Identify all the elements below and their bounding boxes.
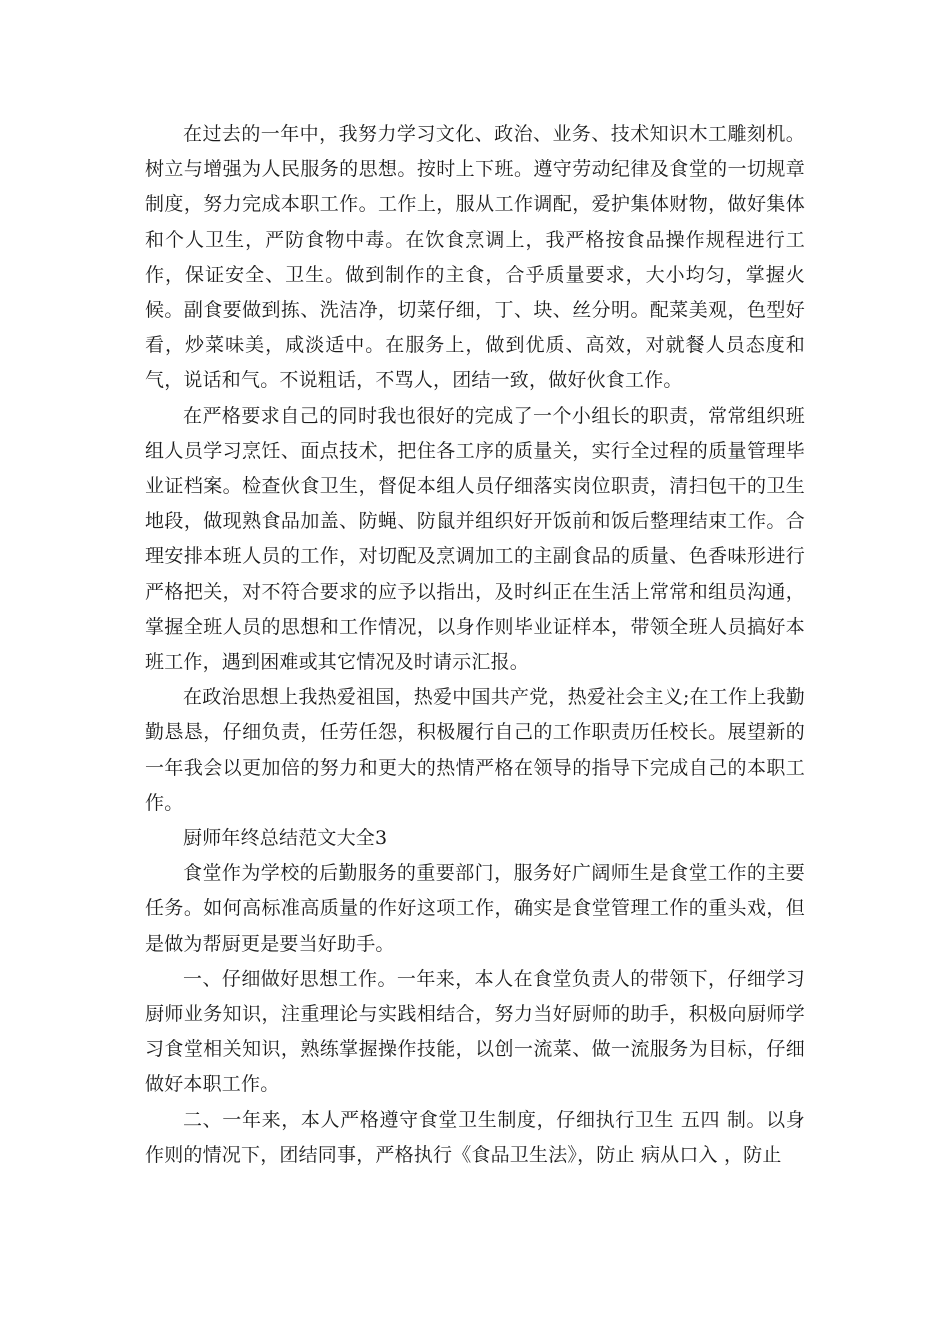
paragraph-point-two: 二、一年来，本人严格遵守食堂卫生制度，仔细执行卫生 五四 制。以身作则的情况下，团结同事，严格执行《食品卫生法》，防止 病从口入 ，防止 — [145, 1108, 805, 1166]
paragraph-point-one: 一、仔细做好思想工作。一年来，本人在食堂负责人的带领下，仔细学习厨师业务知识，注重理论与实践相结合，努力当好厨师的助手，积极向厨师学习食堂相关知识，熟练掌握操作技能，以创一流菜、做一流服务为目标，仔细做好本职工作。 — [145, 967, 805, 1096]
paragraph-team-leader: 在严格要求自己的同时我也很好的完成了一个小组长的职责，常常组织班组人员学习烹饪、面点技术，把住各工序的质量关，实行全过程的质量管理毕业证档案。检查伙食卫生，督促本组人员仔细落实岗位职责，清扫包干的卫生地段，做现熟食品加盖、防蝇、防鼠并组织好开饭前和饭后整理结束工作。合理安排本班人员的工作，对切配及烹调加工的主副食品的质量、色香味形进行严格把关，对不符合要求的应予以指出，及时纠正在生活上常常和组员沟通，掌握全班人员的思想和工作情况，以身作则毕业证样本，带领全班人员搞好本班工作，遇到困难或其它情况及时请示汇报。 — [145, 404, 805, 674]
paragraph-political-thought: 在政治思想上我热爱祖国，热爱中国共产党，热爱社会主义;在工作上我勤勤恳恳，仔细负责，任劳任怨，积极履行自己的工作职责历任校长。展望新的一年我会以更加倍的努力和更大的热情严格在领导的指导下完成自己的本职工作。 — [145, 686, 805, 814]
document-body — [145, 117, 805, 1173]
section-heading: 厨师年终总结范文大全3 — [183, 827, 388, 850]
paragraph-canteen-intro: 食堂作为学校的后勤服务的重要部门，服务好广阔师生是食堂工作的主要任务。如何高标准高质量的作好这项工作，确实是食堂管理工作的重头戏，但是做为帮厨更是要当好助手。 — [145, 862, 805, 955]
paragraph-work-summary: 在过去的一年中，我努力学习文化、政治、业务、技术知识木工雕刻机。树立与增强为人民服务的思想。按时上下班。遵守劳动纪律及食堂的一切规章制度，努力完成本职工作。工作上，服从工作调配，爱护集体财物，做好集体和个人卫生，严防食物中毒。在饮食烹调上，我严格按食品操作规程进行工作，保证安全、卫生。做到制作的主食，合乎质量要求，大小均匀，掌握火候。副食要做到拣、洗洁净，切菜仔细，丁、块、丝分明。配菜美观，色型好看，炒菜味美，咸淡适中。在服务上，做到优质、高效，对就餐人员态度和气，说话和气。不说粗话，不骂人，团结一致，做好伙食工作。 — [145, 123, 805, 392]
